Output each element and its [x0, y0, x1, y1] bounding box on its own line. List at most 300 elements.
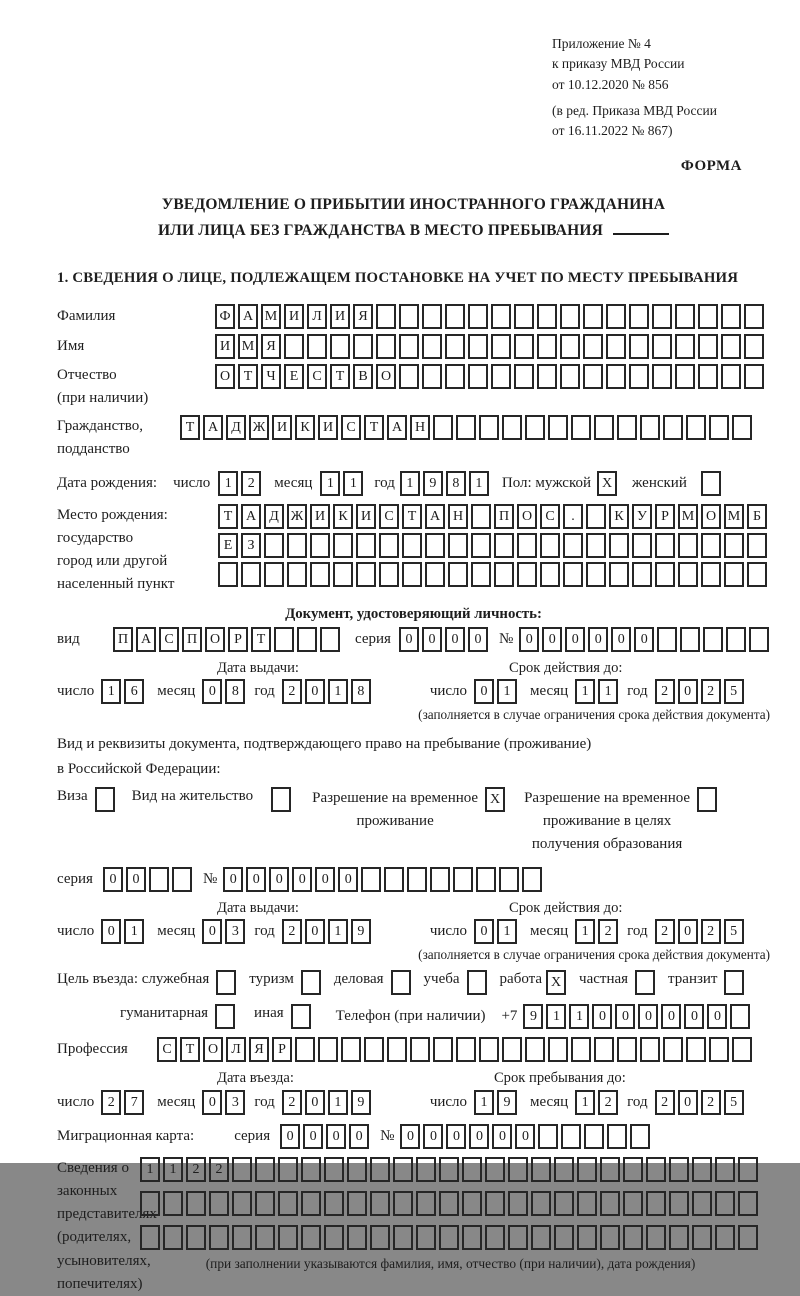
cell[interactable] — [540, 562, 560, 587]
cell[interactable] — [724, 533, 744, 558]
cell[interactable] — [445, 334, 465, 359]
cell[interactable]: 0 — [474, 679, 494, 704]
cell[interactable]: Т — [330, 364, 350, 389]
cell[interactable]: Т — [180, 1037, 200, 1062]
cell[interactable] — [721, 304, 741, 329]
cell[interactable]: 2 — [209, 1157, 229, 1182]
cell[interactable] — [370, 1191, 390, 1216]
cell[interactable]: 2 — [655, 679, 675, 704]
cell[interactable] — [301, 970, 321, 995]
cell[interactable]: 2 — [701, 679, 721, 704]
cell[interactable]: 1 — [328, 1090, 348, 1115]
cell[interactable]: . — [563, 504, 583, 529]
cell[interactable] — [630, 1124, 650, 1149]
cell[interactable] — [347, 1157, 367, 1182]
cell[interactable]: 9 — [497, 1090, 517, 1115]
identity-valid-day-cells[interactable] — [474, 679, 520, 704]
doc-type-cells[interactable] — [113, 627, 343, 652]
cell[interactable]: Т — [251, 627, 271, 652]
cell[interactable]: 2 — [701, 919, 721, 944]
cell[interactable] — [646, 1225, 666, 1250]
cell[interactable] — [295, 1037, 315, 1062]
cell[interactable]: 7 — [124, 1090, 144, 1115]
cell[interactable] — [278, 1157, 298, 1182]
cell[interactable] — [548, 1037, 568, 1062]
cell[interactable] — [255, 1225, 275, 1250]
representatives-cells-row3[interactable] — [140, 1225, 761, 1250]
identity-valid-year-cells[interactable] — [655, 679, 747, 704]
cell[interactable] — [609, 562, 629, 587]
cell[interactable]: С — [159, 627, 179, 652]
cell[interactable] — [692, 1191, 712, 1216]
cell[interactable] — [422, 364, 442, 389]
identity-issue-year-cells[interactable] — [282, 679, 374, 704]
cell[interactable] — [623, 1191, 643, 1216]
cell[interactable] — [678, 562, 698, 587]
purpose-humanitarian-checkbox[interactable] — [215, 1004, 238, 1029]
cell[interactable]: Ч — [261, 364, 281, 389]
cell[interactable]: М — [261, 304, 281, 329]
cell[interactable]: 1 — [124, 919, 144, 944]
cell[interactable] — [163, 1225, 183, 1250]
cell[interactable] — [715, 1191, 735, 1216]
cell[interactable] — [655, 533, 675, 558]
cell[interactable]: 0 — [678, 679, 698, 704]
cell[interactable] — [425, 533, 445, 558]
cell[interactable]: 1 — [400, 471, 420, 496]
cell[interactable] — [416, 1191, 436, 1216]
cell[interactable] — [669, 1157, 689, 1182]
cell[interactable]: Ж — [287, 504, 307, 529]
cell[interactable]: 0 — [445, 627, 465, 652]
migration-series-cells[interactable] — [280, 1124, 372, 1149]
cell[interactable] — [476, 867, 496, 892]
cell[interactable]: Е — [218, 533, 238, 558]
cell[interactable] — [600, 1225, 620, 1250]
cell[interactable]: 0 — [611, 627, 631, 652]
cell[interactable] — [538, 1124, 558, 1149]
cell[interactable] — [531, 1157, 551, 1182]
representatives-cells-row2[interactable] — [140, 1191, 761, 1216]
cell[interactable]: 0 — [469, 1124, 489, 1149]
cell[interactable] — [629, 304, 649, 329]
cell[interactable] — [274, 627, 294, 652]
cell[interactable]: 9 — [351, 1090, 371, 1115]
cell[interactable]: 0 — [423, 1124, 443, 1149]
identity-issue-day-cells[interactable] — [101, 679, 147, 704]
cell[interactable] — [278, 1225, 298, 1250]
cell[interactable]: А — [203, 415, 223, 440]
cell[interactable]: С — [341, 415, 361, 440]
entry-year-cells[interactable] — [282, 1090, 374, 1115]
cell[interactable] — [663, 1037, 683, 1062]
residence-number-cells[interactable] — [223, 867, 545, 892]
cell[interactable]: 2 — [101, 1090, 121, 1115]
cell[interactable] — [537, 304, 557, 329]
purpose-other-checkbox[interactable] — [291, 1004, 314, 1029]
cell[interactable]: С — [379, 504, 399, 529]
cell[interactable] — [433, 1037, 453, 1062]
cell[interactable] — [738, 1225, 758, 1250]
cell[interactable] — [508, 1191, 528, 1216]
residence-issue-year-cells[interactable] — [282, 919, 374, 944]
cell[interactable]: 1 — [218, 471, 238, 496]
purpose-tourism-checkbox[interactable] — [301, 970, 324, 995]
cell[interactable] — [264, 562, 284, 587]
cell[interactable]: Т — [238, 364, 258, 389]
residence-valid-day-cells[interactable] — [474, 919, 520, 944]
cell[interactable]: 0 — [400, 1124, 420, 1149]
cell[interactable] — [186, 1225, 206, 1250]
cell[interactable] — [726, 627, 746, 652]
cell[interactable] — [468, 304, 488, 329]
temp-residence-checkbox[interactable] — [485, 787, 508, 812]
cell[interactable] — [537, 334, 557, 359]
cell[interactable]: Я — [261, 334, 281, 359]
cell[interactable] — [407, 867, 427, 892]
cell[interactable] — [456, 415, 476, 440]
cell[interactable] — [410, 1037, 430, 1062]
cell[interactable]: 0 — [515, 1124, 535, 1149]
cell[interactable]: И — [272, 415, 292, 440]
cell[interactable]: 0 — [678, 919, 698, 944]
cell[interactable] — [471, 562, 491, 587]
cell[interactable]: X — [597, 471, 617, 496]
cell[interactable] — [324, 1225, 344, 1250]
cell[interactable] — [284, 334, 304, 359]
cell[interactable] — [341, 1037, 361, 1062]
cell[interactable]: 0 — [305, 1090, 325, 1115]
cell[interactable] — [330, 334, 350, 359]
cell[interactable]: К — [333, 504, 353, 529]
cell[interactable] — [744, 334, 764, 359]
cell[interactable]: 1 — [569, 1004, 589, 1029]
cell[interactable]: 0 — [588, 627, 608, 652]
cell[interactable] — [675, 364, 695, 389]
residence-permit-checkbox[interactable] — [271, 787, 294, 812]
cell[interactable]: Р — [272, 1037, 292, 1062]
cell[interactable] — [698, 334, 718, 359]
cell[interactable] — [422, 334, 442, 359]
sex-male-checkbox[interactable] — [597, 471, 620, 496]
cell[interactable] — [594, 415, 614, 440]
cell[interactable]: 0 — [202, 1090, 222, 1115]
cell[interactable] — [140, 1191, 160, 1216]
cell[interactable]: 0 — [326, 1124, 346, 1149]
cell[interactable]: О — [215, 364, 235, 389]
cell[interactable] — [617, 1037, 637, 1062]
cell[interactable]: 0 — [303, 1124, 323, 1149]
cell[interactable]: 0 — [678, 1090, 698, 1115]
cell[interactable] — [301, 1191, 321, 1216]
cell[interactable] — [468, 334, 488, 359]
cell[interactable] — [439, 1225, 459, 1250]
cell[interactable]: 0 — [126, 867, 146, 892]
cell[interactable] — [456, 1037, 476, 1062]
cell[interactable]: 0 — [103, 867, 123, 892]
cell[interactable] — [324, 1157, 344, 1182]
cell[interactable]: А — [387, 415, 407, 440]
cell[interactable] — [502, 1037, 522, 1062]
residence-series-cells[interactable] — [103, 867, 195, 892]
cell[interactable] — [675, 334, 695, 359]
cell[interactable] — [554, 1157, 574, 1182]
cell[interactable]: 0 — [519, 627, 539, 652]
cell[interactable]: 0 — [280, 1124, 300, 1149]
cell[interactable]: 0 — [269, 867, 289, 892]
cell[interactable] — [399, 304, 419, 329]
cell[interactable]: 0 — [661, 1004, 681, 1029]
cell[interactable] — [453, 867, 473, 892]
cell[interactable] — [652, 304, 672, 329]
cell[interactable] — [525, 415, 545, 440]
cell[interactable] — [399, 364, 419, 389]
cell[interactable] — [255, 1191, 275, 1216]
purpose-study-checkbox[interactable] — [467, 970, 490, 995]
cell[interactable]: 0 — [101, 919, 121, 944]
cell[interactable] — [749, 627, 769, 652]
cell[interactable]: 1 — [140, 1157, 160, 1182]
cell[interactable] — [491, 334, 511, 359]
cell[interactable] — [499, 867, 519, 892]
cell[interactable]: Н — [410, 415, 430, 440]
cell[interactable] — [675, 304, 695, 329]
profession-cells[interactable] — [157, 1037, 755, 1062]
cell[interactable] — [307, 334, 327, 359]
cell[interactable]: 2 — [701, 1090, 721, 1115]
cell[interactable] — [629, 364, 649, 389]
cell[interactable]: Р — [655, 504, 675, 529]
cell[interactable]: 0 — [565, 627, 585, 652]
cell[interactable]: 5 — [724, 919, 744, 944]
stay-month-cells[interactable] — [575, 1090, 621, 1115]
cell[interactable] — [297, 627, 317, 652]
cell[interactable] — [356, 562, 376, 587]
cell[interactable] — [531, 1191, 551, 1216]
residence-issue-day-cells[interactable] — [101, 919, 147, 944]
cell[interactable]: 0 — [474, 919, 494, 944]
cell[interactable]: 1 — [497, 919, 517, 944]
cell[interactable]: 0 — [399, 627, 419, 652]
cell[interactable]: А — [241, 504, 261, 529]
cell[interactable]: 0 — [315, 867, 335, 892]
cell[interactable] — [721, 364, 741, 389]
cell[interactable] — [448, 533, 468, 558]
cell[interactable]: С — [540, 504, 560, 529]
cell[interactable] — [657, 627, 677, 652]
cell[interactable]: В — [353, 364, 373, 389]
cell[interactable] — [320, 627, 340, 652]
cell[interactable] — [724, 562, 744, 587]
cell[interactable]: 1 — [598, 679, 618, 704]
cell[interactable] — [701, 471, 721, 496]
cell[interactable] — [387, 1037, 407, 1062]
surname-cells[interactable] — [215, 304, 767, 329]
cell[interactable] — [525, 1037, 545, 1062]
entry-day-cells[interactable] — [101, 1090, 147, 1115]
identity-issue-month-cells[interactable] — [202, 679, 248, 704]
cell[interactable] — [721, 334, 741, 359]
cell[interactable] — [724, 970, 744, 995]
cell[interactable] — [730, 1004, 750, 1029]
cell[interactable] — [606, 334, 626, 359]
cell[interactable] — [370, 1157, 390, 1182]
cell[interactable] — [391, 970, 411, 995]
cell[interactable]: Я — [353, 304, 373, 329]
cell[interactable]: Т — [364, 415, 384, 440]
cell[interactable]: 3 — [225, 919, 245, 944]
cell[interactable]: 0 — [468, 627, 488, 652]
cell[interactable]: 0 — [305, 919, 325, 944]
cell[interactable]: 0 — [305, 679, 325, 704]
cell[interactable]: 3 — [225, 1090, 245, 1115]
cell[interactable] — [747, 562, 767, 587]
cell[interactable] — [422, 304, 442, 329]
cell[interactable] — [479, 415, 499, 440]
cell[interactable] — [522, 867, 542, 892]
cell[interactable]: 2 — [655, 919, 675, 944]
cell[interactable]: И — [356, 504, 376, 529]
cell[interactable] — [715, 1225, 735, 1250]
cell[interactable]: 0 — [292, 867, 312, 892]
cell[interactable] — [669, 1225, 689, 1250]
cell[interactable] — [287, 533, 307, 558]
cell[interactable] — [586, 562, 606, 587]
cell[interactable]: 1 — [320, 471, 340, 496]
cell[interactable] — [531, 1225, 551, 1250]
cell[interactable] — [744, 304, 764, 329]
cell[interactable] — [571, 1037, 591, 1062]
cell[interactable] — [209, 1225, 229, 1250]
cell[interactable] — [738, 1157, 758, 1182]
cell[interactable] — [433, 415, 453, 440]
cell[interactable] — [715, 1157, 735, 1182]
cell[interactable] — [439, 1157, 459, 1182]
cell[interactable] — [632, 533, 652, 558]
cell[interactable]: 5 — [724, 1090, 744, 1115]
cell[interactable] — [301, 1225, 321, 1250]
purpose-official-checkbox[interactable] — [216, 970, 239, 995]
doc-number-cells[interactable] — [519, 627, 772, 652]
cell[interactable] — [172, 867, 192, 892]
cell[interactable] — [479, 1037, 499, 1062]
cell[interactable] — [560, 304, 580, 329]
cell[interactable]: 0 — [707, 1004, 727, 1029]
cell[interactable]: О — [517, 504, 537, 529]
cell[interactable] — [402, 562, 422, 587]
cell[interactable]: 1 — [163, 1157, 183, 1182]
cell[interactable]: 2 — [282, 1090, 302, 1115]
cell[interactable] — [333, 562, 353, 587]
cell[interactable]: 0 — [246, 867, 266, 892]
cell[interactable]: 0 — [592, 1004, 612, 1029]
cell[interactable] — [629, 334, 649, 359]
cell[interactable] — [617, 415, 637, 440]
cell[interactable] — [560, 364, 580, 389]
cell[interactable] — [744, 364, 764, 389]
cell[interactable] — [491, 304, 511, 329]
sex-female-checkbox[interactable] — [701, 471, 724, 496]
cell[interactable] — [485, 1225, 505, 1250]
stay-year-cells[interactable] — [655, 1090, 747, 1115]
cell[interactable] — [347, 1225, 367, 1250]
cell[interactable]: Д — [226, 415, 246, 440]
cell[interactable] — [140, 1225, 160, 1250]
cell[interactable]: 1 — [101, 679, 121, 704]
cell[interactable]: О — [203, 1037, 223, 1062]
cell[interactable] — [393, 1191, 413, 1216]
cell[interactable] — [686, 415, 706, 440]
birth-place-cells-row3[interactable] — [218, 562, 770, 587]
cell[interactable] — [577, 1225, 597, 1250]
cell[interactable] — [514, 364, 534, 389]
cell[interactable] — [514, 304, 534, 329]
cell[interactable] — [402, 533, 422, 558]
cell[interactable]: 0 — [634, 627, 654, 652]
cell[interactable]: 0 — [492, 1124, 512, 1149]
cell[interactable]: А — [238, 304, 258, 329]
birth-place-cells-row2[interactable] — [218, 533, 770, 558]
cell[interactable] — [606, 364, 626, 389]
cell[interactable]: 1 — [474, 1090, 494, 1115]
cell[interactable] — [278, 1191, 298, 1216]
cell[interactable] — [310, 562, 330, 587]
cell[interactable] — [701, 533, 721, 558]
cell[interactable] — [364, 1037, 384, 1062]
cell[interactable] — [462, 1225, 482, 1250]
cell[interactable] — [347, 1191, 367, 1216]
cell[interactable] — [379, 562, 399, 587]
cell[interactable] — [600, 1191, 620, 1216]
cell[interactable]: А — [425, 504, 445, 529]
cell[interactable]: 0 — [684, 1004, 704, 1029]
cell[interactable] — [563, 533, 583, 558]
cell[interactable] — [738, 1191, 758, 1216]
cell[interactable] — [485, 1191, 505, 1216]
cell[interactable]: 2 — [241, 471, 261, 496]
cell[interactable] — [609, 533, 629, 558]
cell[interactable] — [698, 364, 718, 389]
cell[interactable] — [560, 334, 580, 359]
cell[interactable]: Ф — [215, 304, 235, 329]
cell[interactable] — [485, 1157, 505, 1182]
stay-day-cells[interactable] — [474, 1090, 520, 1115]
cell[interactable]: Т — [402, 504, 422, 529]
cell[interactable] — [709, 415, 729, 440]
edu-residence-checkbox[interactable] — [697, 787, 720, 812]
cell[interactable] — [600, 1157, 620, 1182]
cell[interactable] — [680, 627, 700, 652]
cell[interactable]: 9 — [423, 471, 443, 496]
residence-valid-month-cells[interactable] — [575, 919, 621, 944]
cell[interactable]: 0 — [638, 1004, 658, 1029]
cell[interactable]: С — [157, 1037, 177, 1062]
cell[interactable]: 2 — [282, 919, 302, 944]
cell[interactable]: 0 — [202, 679, 222, 704]
cell[interactable] — [632, 562, 652, 587]
cell[interactable] — [445, 304, 465, 329]
cell[interactable]: Я — [249, 1037, 269, 1062]
purpose-work-checkbox[interactable] — [546, 970, 569, 995]
entry-month-cells[interactable] — [202, 1090, 248, 1115]
purpose-transit-checkbox[interactable] — [724, 970, 747, 995]
cell[interactable] — [462, 1191, 482, 1216]
representatives-cells-row1[interactable] — [140, 1157, 761, 1182]
cell[interactable] — [494, 533, 514, 558]
cell[interactable]: Л — [226, 1037, 246, 1062]
cell[interactable]: 1 — [497, 679, 517, 704]
cell[interactable]: 1 — [575, 679, 595, 704]
